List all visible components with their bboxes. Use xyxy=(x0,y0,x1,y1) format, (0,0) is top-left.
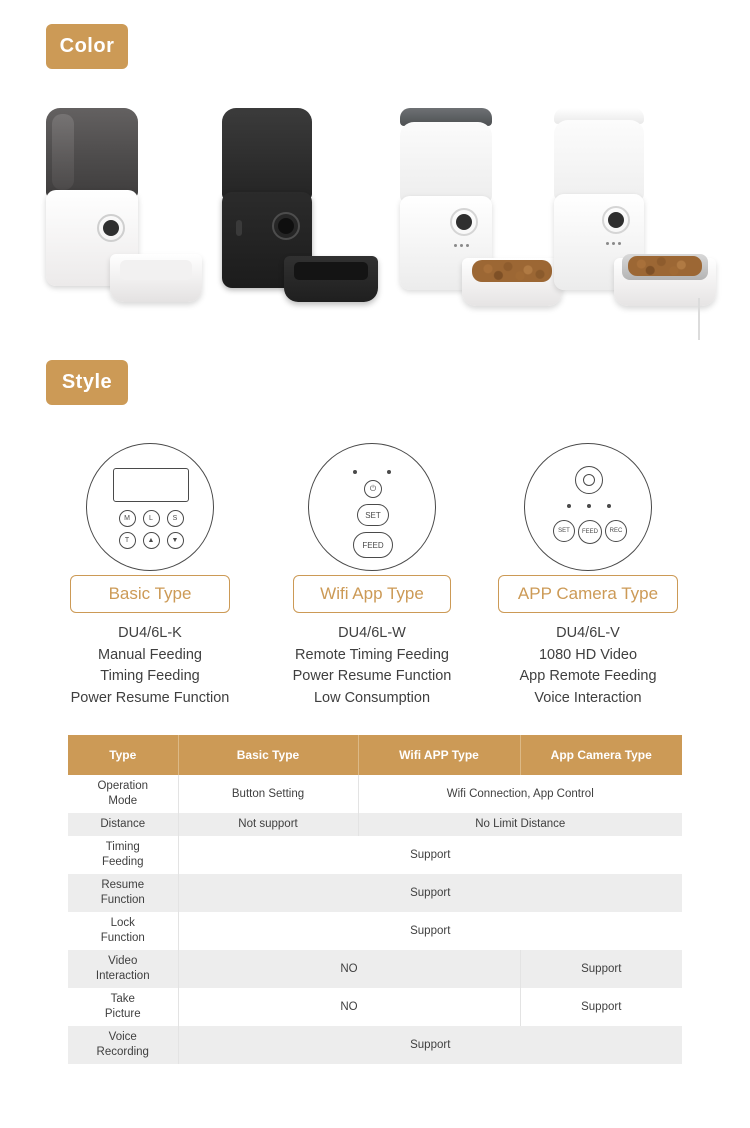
cell-distance-wifi-camera: No Limit Distance xyxy=(358,813,682,836)
style-feature-wifi-3: Low Consumption xyxy=(313,689,431,706)
product-3-white-grey-lid xyxy=(396,108,562,308)
style-label-camera xyxy=(498,575,678,613)
camera-lens-icon xyxy=(575,466,603,494)
key-s: S xyxy=(167,510,184,527)
key-down: ▼ xyxy=(167,532,184,549)
camera-button-panel-icon xyxy=(524,443,652,571)
product-color-row xyxy=(0,90,750,320)
cell-take-picture-basic-wifi: NO xyxy=(178,988,520,1026)
row-label-voice-recording: Voice Recording xyxy=(68,1026,178,1064)
row-label-video-interaction: Video Interaction xyxy=(68,950,178,988)
set-button-icon xyxy=(553,520,575,542)
style-label-camera-text: APP Camera Type xyxy=(517,584,659,603)
status-dots xyxy=(454,244,469,247)
section-badge-style xyxy=(46,360,128,405)
set-button-icon xyxy=(357,504,389,526)
cell-resume-function-all: Support xyxy=(178,874,682,912)
indicator-dot-right xyxy=(387,470,391,474)
lcd-keypad-panel-icon xyxy=(86,443,214,571)
feed-button-icon xyxy=(578,520,602,544)
table-row xyxy=(68,950,682,988)
cell-timing-feeding-all: Support xyxy=(178,836,682,874)
cell-distance-basic: Not support xyxy=(178,813,358,836)
style-feature-wifi-2: Power Resume Function xyxy=(292,668,452,684)
hopper xyxy=(222,108,312,200)
feed-button-label: FEED xyxy=(581,529,598,535)
product-4-white-stainless-bowl xyxy=(550,108,716,308)
table-header-camera: App Camera Type xyxy=(520,735,682,775)
rec-button-label: REC xyxy=(609,528,623,534)
style-specs-wifi xyxy=(252,623,492,709)
style-model-wifi: DU4/6L-W xyxy=(338,625,406,641)
table-row xyxy=(68,1026,682,1064)
set-button-label: SET xyxy=(558,528,570,534)
hopper xyxy=(400,122,492,202)
wifi-button-panel-icon xyxy=(308,443,436,571)
cell-video-interaction-camera: Support xyxy=(520,950,682,988)
keypad-icon xyxy=(109,510,193,554)
table-row xyxy=(68,836,682,874)
style-label-basic-text: Basic Type xyxy=(108,584,192,603)
indicator-dot-left xyxy=(353,470,357,474)
style-feature-basic-3: Power Resume Function xyxy=(70,689,230,706)
table-header-basic: Basic Type xyxy=(178,735,358,775)
key-m: M xyxy=(119,510,136,527)
style-specs-basic xyxy=(30,623,270,709)
power-button-icon: ⏻ xyxy=(364,480,382,498)
style-feature-camera-1: 1080 HD Video xyxy=(538,646,638,663)
row-label-timing-feeding: Timing Feeding xyxy=(68,836,178,874)
table-header-type: Type xyxy=(68,735,178,775)
section-badge-color-label: Color xyxy=(59,35,115,57)
row-label-lock-function: Lock Function xyxy=(68,912,178,950)
cell-lock-function-all: Support xyxy=(178,912,682,950)
cell-video-interaction-basic-wifi: NO xyxy=(178,950,520,988)
set-button-label: SET xyxy=(365,510,381,520)
camera-lens xyxy=(456,214,472,230)
style-label-wifi-text: Wifi App Type xyxy=(320,584,424,603)
style-model-basic: DU4/6L-K xyxy=(118,625,182,641)
power-cable xyxy=(698,298,700,340)
hopper-gloss xyxy=(52,114,74,190)
product-1-smoke-grey xyxy=(42,108,202,308)
style-label-basic xyxy=(70,575,230,613)
side-button xyxy=(236,220,242,236)
table-row xyxy=(68,988,682,1026)
dispenser-lens xyxy=(278,218,294,234)
feed-button-icon xyxy=(353,532,393,558)
dispenser-lens xyxy=(103,220,119,236)
style-feature-basic-1: Manual Feeding xyxy=(98,646,202,663)
table-header-wifi: Wifi APP Type xyxy=(358,735,520,775)
style-options-row xyxy=(0,425,750,715)
style-feature-basic-2: Timing Feeding xyxy=(100,668,200,684)
sensor-dot-1 xyxy=(567,504,571,508)
bowl-inner xyxy=(120,260,192,280)
section-badge-style-label: Style xyxy=(61,371,113,393)
bowl-inner xyxy=(294,262,368,280)
comparison-table xyxy=(68,735,682,1064)
status-dots xyxy=(606,242,621,245)
cell-operation-mode-basic: Button Setting xyxy=(178,775,358,813)
lcd-screen-icon xyxy=(113,468,189,502)
key-l: L xyxy=(143,510,160,527)
rec-button-icon xyxy=(605,520,627,542)
style-label-wifi xyxy=(293,575,451,613)
hopper xyxy=(554,120,644,200)
feed-button-label: FEED xyxy=(362,540,384,550)
key-t: T xyxy=(119,532,136,549)
key-up: ▲ xyxy=(143,532,160,549)
sensor-dot-3 xyxy=(607,504,611,508)
cell-take-picture-camera: Support xyxy=(520,988,682,1026)
style-feature-wifi-1: Remote Timing Feeding xyxy=(295,646,449,663)
kibble-pile xyxy=(472,260,552,282)
camera-lens xyxy=(608,212,624,228)
table-row xyxy=(68,775,682,813)
kibble-pile xyxy=(628,256,702,276)
row-label-take-picture: Take Picture xyxy=(68,988,178,1026)
table-row xyxy=(68,874,682,912)
product-2-black xyxy=(218,108,378,308)
row-label-resume-function: Resume Function xyxy=(68,874,178,912)
cell-operation-mode-wifi-camera: Wifi Connection, App Control xyxy=(358,775,682,813)
table-row xyxy=(68,912,682,950)
row-label-distance: Distance xyxy=(68,813,178,836)
table-row xyxy=(68,813,682,836)
style-specs-camera xyxy=(468,623,708,709)
style-feature-camera-3: Voice Interaction xyxy=(534,689,642,706)
cell-voice-recording-all: Support xyxy=(178,1026,682,1064)
table-header-row xyxy=(68,735,682,775)
style-model-camera: DU4/6L-V xyxy=(556,625,620,641)
sensor-dot-2 xyxy=(587,504,591,508)
row-label-operation-mode: Operation Mode xyxy=(68,775,178,813)
style-feature-camera-2: App Remote Feeding xyxy=(519,668,657,684)
section-badge-color xyxy=(46,24,128,69)
